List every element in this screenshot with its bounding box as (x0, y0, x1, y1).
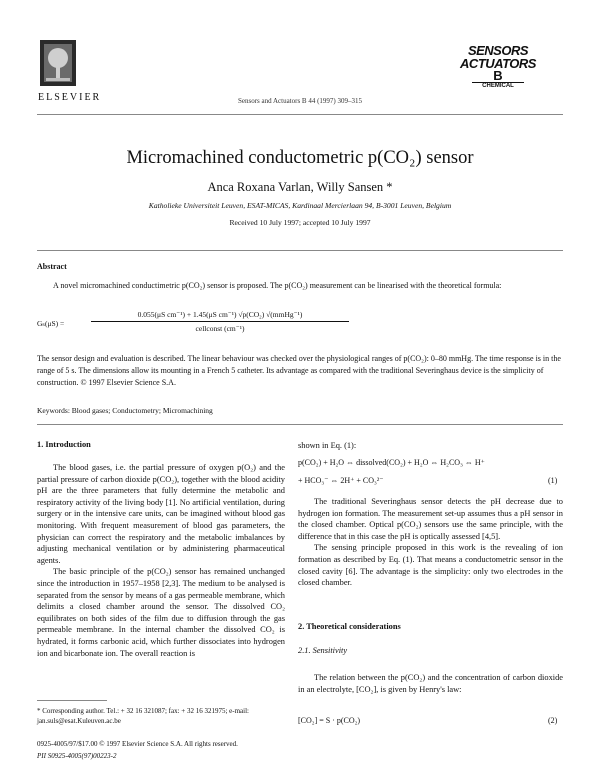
section-heading-introduction: 1. Introduction (37, 440, 91, 449)
abstract-bottom-rule (37, 424, 563, 425)
journal-logo-line1: SENSORS (467, 43, 529, 58)
article-title: Micromachined conductometric p(CO₂) sensor (126, 148, 474, 168)
section-heading-theory: 2. Theoretical considerations (298, 622, 401, 631)
header-rule (37, 114, 563, 115)
received-dates: Received 10 July 1997; accepted 10 July 1997 (229, 218, 371, 227)
subsection-heading-sensitivity: 2.1. Sensitivity (298, 646, 348, 655)
intro-body (37, 462, 285, 659)
journal-logo-line4: CHEMICAL (472, 82, 524, 89)
publisher-name: ELSEVIER (38, 92, 102, 103)
formula-numerator: 0.055(μS cm⁻¹) + 1.45(μS cm⁻¹) √p(CO₂) √(mmHg⁻¹) (91, 310, 349, 322)
keywords: Keywords: Blood gases; Conductometry; Micromachining (37, 406, 213, 415)
journal-logo-line3: B (493, 68, 503, 83)
journal-logo-line2: ACTUATORS (460, 56, 536, 71)
formula-lhs: Gₛ(μS) = (37, 319, 65, 328)
formula-denominator: cellconst (cm⁻¹) (195, 324, 245, 333)
footnote-rule (37, 700, 107, 701)
henry-law-text (298, 672, 563, 695)
intro-paragraph-1: The blood gases, i.e. the partial pressure of oxygen p(O₂) and the partial pressure of carbon dioxide p(CO₂), together with the blood acidity pH are the three parameters that fully determine the metabolic and respiratory activity of the living body [1]. No artificial ventilation, during surgery or in the intensive care units, can be imagined without blood gas monitoring. With frequent measurement of blood gas parameters, the physician can correct the respiratory and the metabolic imbalances by adjusting mechanical ventilation or by administering pharmaceutical agents. (37, 463, 285, 565)
abstract-paragraph-1: A novel micromachined conductimetric p(CO₂) sensor is proposed. The p(CO₂) measurement can be linearised with the theoretical formula: (53, 281, 502, 290)
journal-reference: Sensors and Actuators B 44 (1997) 309–315 (237, 97, 363, 105)
right-body (298, 496, 563, 589)
equation-1-line-2: + HCO₃⁻ ⇔ 2H⁺ + CO₃²⁻ (298, 476, 384, 485)
right-paragraph-1: The traditional Severinghaus sensor detects the pH decrease due to hydrogen ion formation. The measurement set-up assumes thus a pH sensor in the closed chamber. Optical p(CO₂) sensors use the same principle, with the difference that in this case the pH is optically assessed [4,5]. (298, 497, 563, 541)
equation-2: [CO₂] = S · p(CO₂) (298, 716, 361, 725)
equation-1-number: (1) (548, 476, 558, 485)
article-authors: Anca Roxana Varlan, Willy Sansen * (207, 180, 393, 194)
equation-1-line-1: p(CO₂) + H₂O ⇔ dissolved(CO₂) + H₂O ⇔ H₂CO₃ ⇔ H⁺ (298, 458, 485, 467)
corresponding-author-footnote: * Corresponding author. Tel.: + 32 16 321087; fax: + 32 16 321975; e-mail: jan.suls@esat.Kuleuven.ac.be (37, 707, 250, 725)
right-paragraph-3: The relation between the p(CO₂) and the concentration of carbon dioxide in an electrolyte, [CO₂], is given by Henry's law: (298, 673, 563, 694)
journal-logo (458, 44, 538, 100)
eq1-lead: shown in Eq. (1): (298, 441, 357, 450)
abstract-paragraph-2: The sensor design and evaluation is described. The linear behaviour was checked over the physiological ranges of p(CO₂): 0–80 mmHg. The time response is in the range of 5 s. The dimensions allow its mounting in a French 5 catheter. Its advantage as compared with the traditional Severinghaus device is the simplicity of construction. © 1997 Elsevier Science S.A. (37, 354, 561, 387)
elsevier-tree-logo (40, 40, 76, 86)
equation-2-number: (2) (548, 716, 558, 725)
copyright-line: 0925-4005/97/$17.00 © 1997 Elsevier Science S.A. All rights reserved. (37, 740, 238, 748)
abstract-formula (37, 310, 367, 340)
abstract-top-rule (37, 250, 563, 251)
right-paragraph-2: The sensing principle proposed in this work is the revealing of ion formation as described by Eq. (1). That means a conductometric sensor in the closed cavity [6]. The advantage is the simplicity: only two electrodes in the closed chamber. (298, 543, 563, 588)
author-affiliation: Katholieke Universiteit Leuven, ESAT-MICAS, Kardinaal Mercierlaan 94, B-3001 Leuven, Belgium (148, 201, 452, 210)
pii-line: PII S0925-4005(97)00223-2 (37, 752, 117, 760)
intro-paragraph-2: The basic principle of the p(CO₂) sensor has remained unchanged since the introduction in 1957–1958 [2,3]. The medium to be analysed is separated from the sensor by means of a gas permeable membrane, which delimits a closed chamber around the sensor. The dissolved CO₂ equilibrates on both sides of the film due to diffusion through the gas permeable membrane. In the internal chamber the dissolved CO₂ is hydrated, it forms carbonic acid, which further dissociates into hydrogen ion and bicarbonate ion. The overall reaction is (37, 567, 285, 658)
abstract-heading: Abstract (37, 262, 67, 271)
